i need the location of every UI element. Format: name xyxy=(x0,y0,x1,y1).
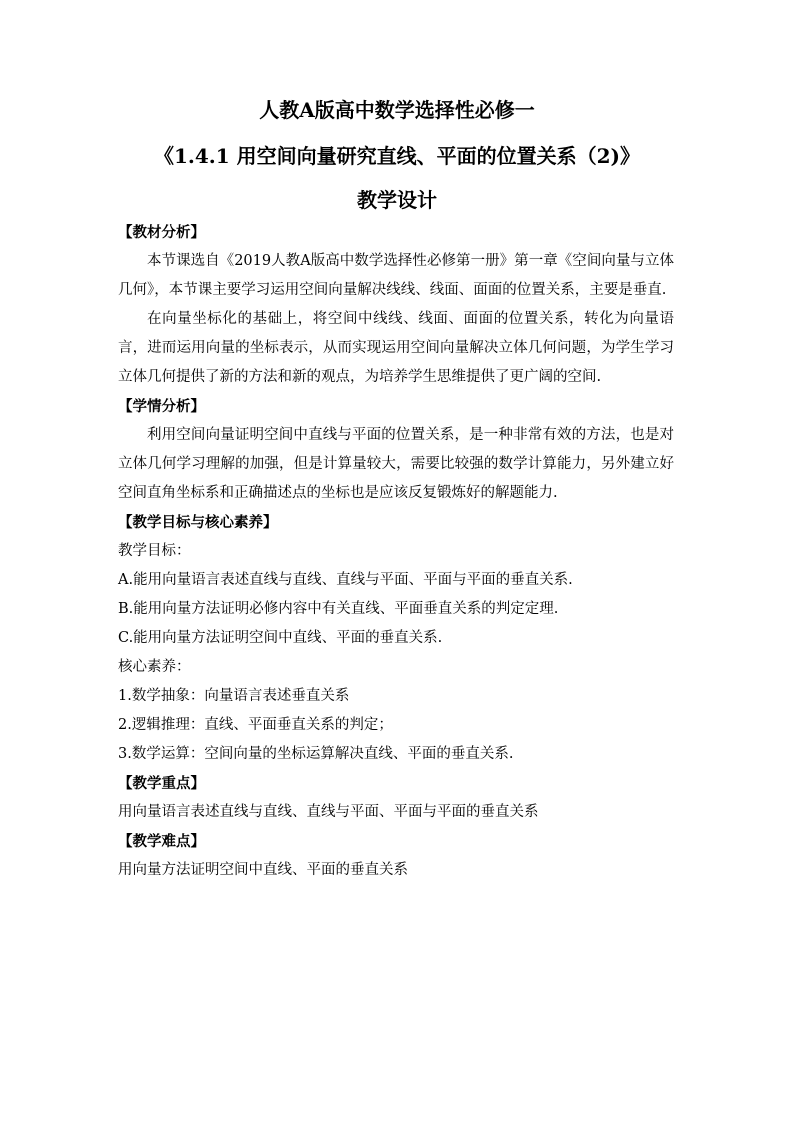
document-body xyxy=(118,218,674,885)
goal-item-a: A.能用向量语言表述直线与直线、直线与平面、平面与平面的垂直关系. xyxy=(118,572,573,588)
title-line-3: 教学设计 xyxy=(357,188,437,212)
section-heading-keypoint: 【教学重点】 xyxy=(118,775,205,792)
students-paragraph-1: 利用空间向量证明空间中直线与平面的位置关系，是一种非常有效的方法，也是对立体几何学习理解的加强，但是计算量较大，需要比较强的数学计算能力，另外建立好空间直角坐标系和正确描述点的坐标也是应该反复锻炼好的解题能力. xyxy=(118,427,674,501)
section-heading-goals: 【教学目标与核心素养】 xyxy=(118,514,278,531)
literacy-label: 核心素养： xyxy=(118,659,191,675)
goal-label: 教学目标： xyxy=(118,543,191,559)
goal-item-c: C.能用向量方法证明空间中直线、平面的垂直关系. xyxy=(118,630,443,646)
section-heading-students: 【学情分析】 xyxy=(118,398,205,415)
textbook-paragraph-1: 本节课选自《2019人教A版高中数学选择性必修第一册》第一章《空间向量与立体几何》，本节课主要学习运用空间向量解决线线、线面、面面的位置关系，主要是垂直. xyxy=(118,253,674,298)
section-heading-textbook: 【教材分析】 xyxy=(118,224,205,241)
section-heading-difficulty: 【教学难点】 xyxy=(118,833,205,850)
literacy-item-2: 2.逻辑推理：直线、平面垂直关系的判定； xyxy=(118,717,393,733)
literacy-item-1: 1.数学抽象：向量语言表述垂直关系 xyxy=(118,688,350,704)
literacy-item-3: 3.数学运算：空间向量的坐标运算解决直线、平面的垂直关系. xyxy=(118,746,514,762)
title-line-2: 《1.4.1 用空间向量研究直线、平面的位置关系（2)》 xyxy=(153,144,640,168)
textbook-paragraph-2: 在向量坐标化的基础上，将空间中线线、线面、面面的位置关系，转化为向量语言，进而运用向量的坐标表示，从而实现运用空间向量解决立体几何问题，为学生学习立体几何提供了新的方法和新的观点，为培养学生思维提供了更广阔的空间. xyxy=(118,311,674,385)
title-line-1: 人教A版高中数学选择性必修一 xyxy=(259,98,535,122)
difficulty-text: 用向量方法证明空间中直线、平面的垂直关系 xyxy=(118,862,408,878)
keypoint-text: 用向量语言表述直线与直线、直线与平面、平面与平面的垂直关系 xyxy=(118,804,539,820)
goal-item-b: B.能用向量方法证明必修内容中有关直线、平面垂直关系的判定定理. xyxy=(118,601,559,617)
